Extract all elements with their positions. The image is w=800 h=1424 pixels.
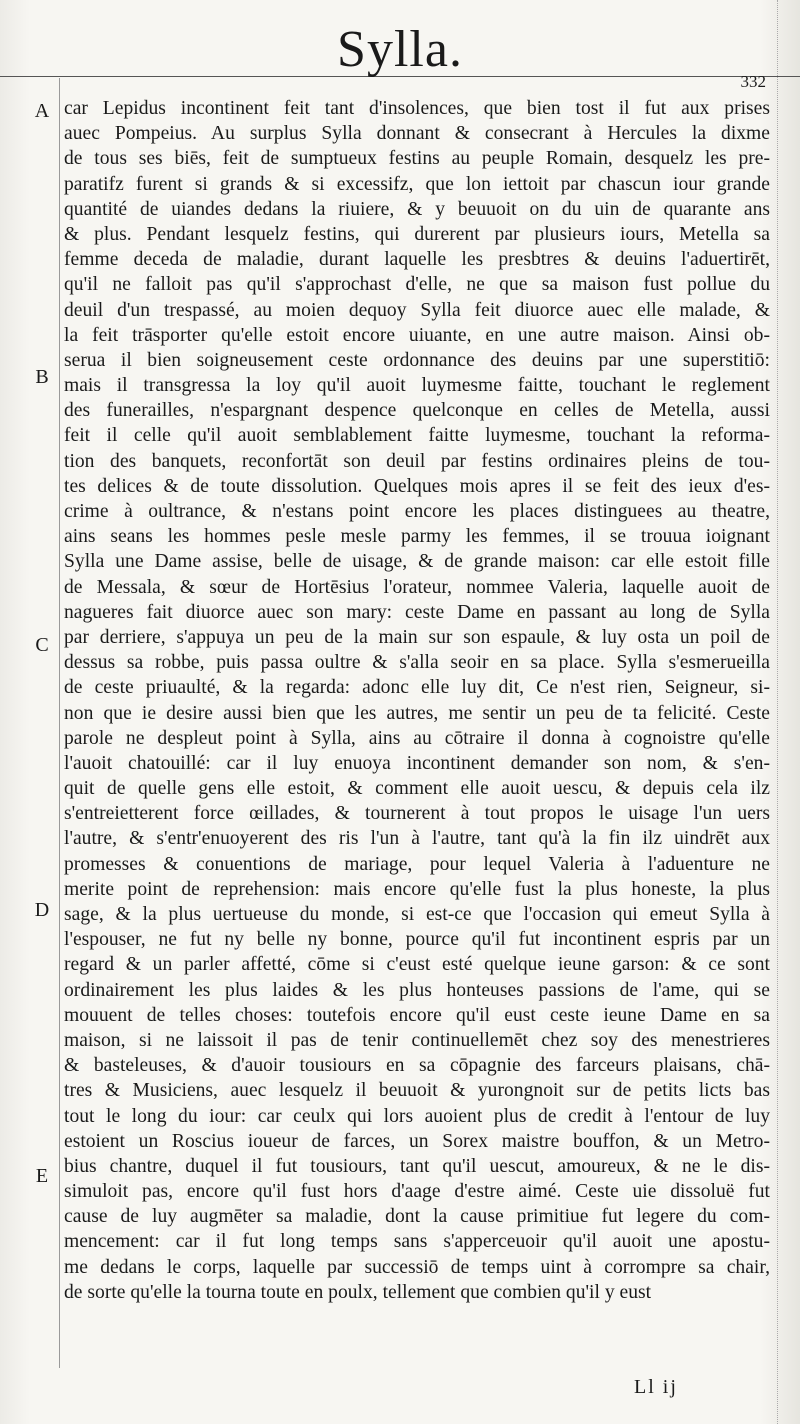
text-line: mais il transgressa la loy qu'il auoit luymesme faitte, touchant le reglement	[64, 375, 770, 397]
text-line: merite point de reprehension: mais encore qu'elle fust la plus honeste, la plus	[64, 878, 770, 900]
text-line: tion des banquets, reconfortāt son deuil par festins ordinaires pleins de tou-	[64, 450, 770, 472]
text-line: quantité de uiandes dedans la riuiere, & y beuuoit on du uin de quarante ans	[64, 198, 770, 220]
folio-number: 332	[740, 72, 766, 91]
text-line: sage, & la plus uertueuse du monde, si est-ce que l'occasion qui emeut Sylla à	[64, 904, 770, 925]
text-line: parole ne despleut point à Sylla, ains au cōtraire il donna à cognoistre qu'elle	[64, 727, 770, 749]
text-line: s'entreietterent force œillades, & tournerent à tout propos le uisage l'un uers	[64, 803, 770, 825]
text-line: par derriere, s'appuya un peu de la main sur son espaule, & luy osta un poil de	[64, 626, 770, 648]
text-line: estoient un Roscius ioueur de farces, un Sorex maistre bouffon, & un Metro-	[64, 1130, 770, 1152]
text-line: tres & Musiciens, auec lesquelz il beuuoit & yurongnoit sur de petits licts bas	[64, 1080, 770, 1102]
text-line: de ceste priuaulté, & la regarda: adonc elle luy dit, Ce n'est rien, Seigneur, si-	[64, 677, 770, 699]
margin-letter-d: D	[34, 899, 50, 921]
text-line: dessus sa robbe, puis passa oultre & s'alla seoir en sa place. Sylla s'esmerueilla	[64, 652, 770, 674]
text-line: feit il celle qu'il auoit semblablement faitte luymesme, touchant la reforma-	[64, 425, 770, 447]
text-line: nagueres fait diuorce auec son mary: ceste Dame en passant au long de Sylla	[64, 601, 770, 623]
text-line: non que ie desire aussi bien que les autres, me sentir un peu de ta felicité. Ceste	[64, 702, 770, 724]
text-line: & basteleuses, & d'auoir tousiours en sa cōpagnie des farceurs plaisans, chā-	[64, 1055, 770, 1077]
text-line: femme deceda de maladie, durant laquelle les presbtres & deuins l'aduertirēt,	[64, 249, 770, 271]
text-line: qu'il ne falloit pas qu'il s'approchast d'elle, ne que sa maison fust pollue du	[64, 274, 770, 296]
text-line: serua il bien soigneusement ceste ordonnance des deuins par une superstitiō:	[64, 349, 770, 371]
text-line: de Messala, & sœur de Hortēsius l'orateur, nommee Valeria, laquelle auoit de	[64, 576, 770, 598]
page-edge-rule	[777, 0, 778, 1424]
margin-letter-b: B	[35, 366, 49, 388]
text-line: maison, si ne laissoit il pas de tenir continuellemēt chez soy des menestrieres	[64, 1029, 770, 1051]
text-line: mencement: car il fut long temps sans s'apperceuoir qu'il auoit une apostu-	[64, 1231, 770, 1253]
margin-letter-e: E	[35, 1165, 49, 1187]
running-title: Sylla.	[337, 21, 463, 78]
text-line: l'espouser, ne fut ny belle ny bonne, pource qu'il fut incontinent espris par un	[64, 929, 770, 951]
margin-letter-c: C	[35, 634, 49, 656]
text-line: & plus. Pendant lesquelz festins, qui durerent par plusieurs iours, Metella sa	[64, 223, 770, 245]
text-line: bius chantre, duquel il fut tousiours, tant qu'il uescut, amoureux, & ne le dis-	[64, 1155, 770, 1177]
text-line: tes delices & de toute dissolution. Quelques mois apres il se feit des ieux d'es-	[64, 475, 770, 497]
text-line: l'auoit chatouillé: car il luy enuoya incontinent demander son nom, & s'en-	[64, 752, 770, 774]
text-line: deuil d'un trespassé, au moien dequoy Sylla feit diuorce auec elle malade, &	[64, 299, 770, 321]
text-line: car Lepidus incontinent feit tant d'insolences, que bien tost il fut aux prises	[64, 98, 770, 119]
margin-rule	[59, 78, 60, 1368]
text-line: ains seans les hommes pesle mesle parmy les femmes, il se trouua ioignant	[64, 526, 770, 548]
text-line: la feit trāsporter qu'elle estoit encore uiuante, en une autre maison. Ainsi ob-	[64, 324, 770, 346]
text-line: cause de luy augmēter sa maladie, dont la cause primitiue fut legere du com-	[64, 1206, 770, 1228]
text-line: promesses & conuentions de mariage, pour lequel Valeria à l'aduenture ne	[64, 853, 770, 875]
text-line: crime à oultrance, & n'estans point encore les places distinguees au theatre,	[64, 501, 770, 522]
text-line: Sylla une Dame assise, belle de uisage, & de grande maison: car elle estoit fille	[64, 551, 770, 573]
body-text	[64, 96, 770, 1305]
text-line: regard & un parler affetté, cōme si c'eust esté quelque ieune garson: & ce sont	[64, 954, 770, 976]
text-line: quit de quelle gens elle estoit, & comment elle auoit uescu, & depuis cela ilz	[64, 778, 770, 800]
text-line: paratifz furent si grands & si excessifz, que lon iettoit par chascun iour grande	[64, 173, 770, 195]
text-line: de sorte qu'elle la tourna toute en poulx, tellement que combien qu'il y eust	[64, 1281, 652, 1303]
text-line: des funerailles, n'espargnant despence quelconque en celles de Metella, aussi	[64, 400, 770, 422]
text-line: auec Pompeius. Au surplus Sylla donnant & consecrant à Hercules la dixme	[64, 123, 770, 145]
text-line: de tous ses biēs, feit de sumptueux festins au peuple Romain, desquelz les pre-	[64, 148, 770, 170]
text-line: ordinairement les plus laides & les plus honteuses passions de l'ame, qui se	[64, 979, 770, 1001]
text-line: me dedans le corps, laquelle par successiō de temps uint à corrompre sa chair,	[64, 1256, 770, 1278]
text-line: tout le long du iour: car ceulx qui lors auoient plus de credit à l'entour de luy	[64, 1105, 770, 1127]
text-line: simuloit pas, encore qu'il fust hors d'aage d'estre aimé. Ceste uie dissoluë fut	[64, 1181, 770, 1203]
text-line: mouuent de telles choses: toutefois encore qu'il eust ceste ieune Dame en sa	[64, 1004, 770, 1026]
signature-mark: Ll ij	[634, 1376, 678, 1398]
margin-letter-a: A	[34, 100, 50, 122]
text-line: l'autre, & s'entr'enuoyerent des ris l'un à l'autre, tant qu'à la fin ilz uindrēt aux	[64, 828, 770, 850]
